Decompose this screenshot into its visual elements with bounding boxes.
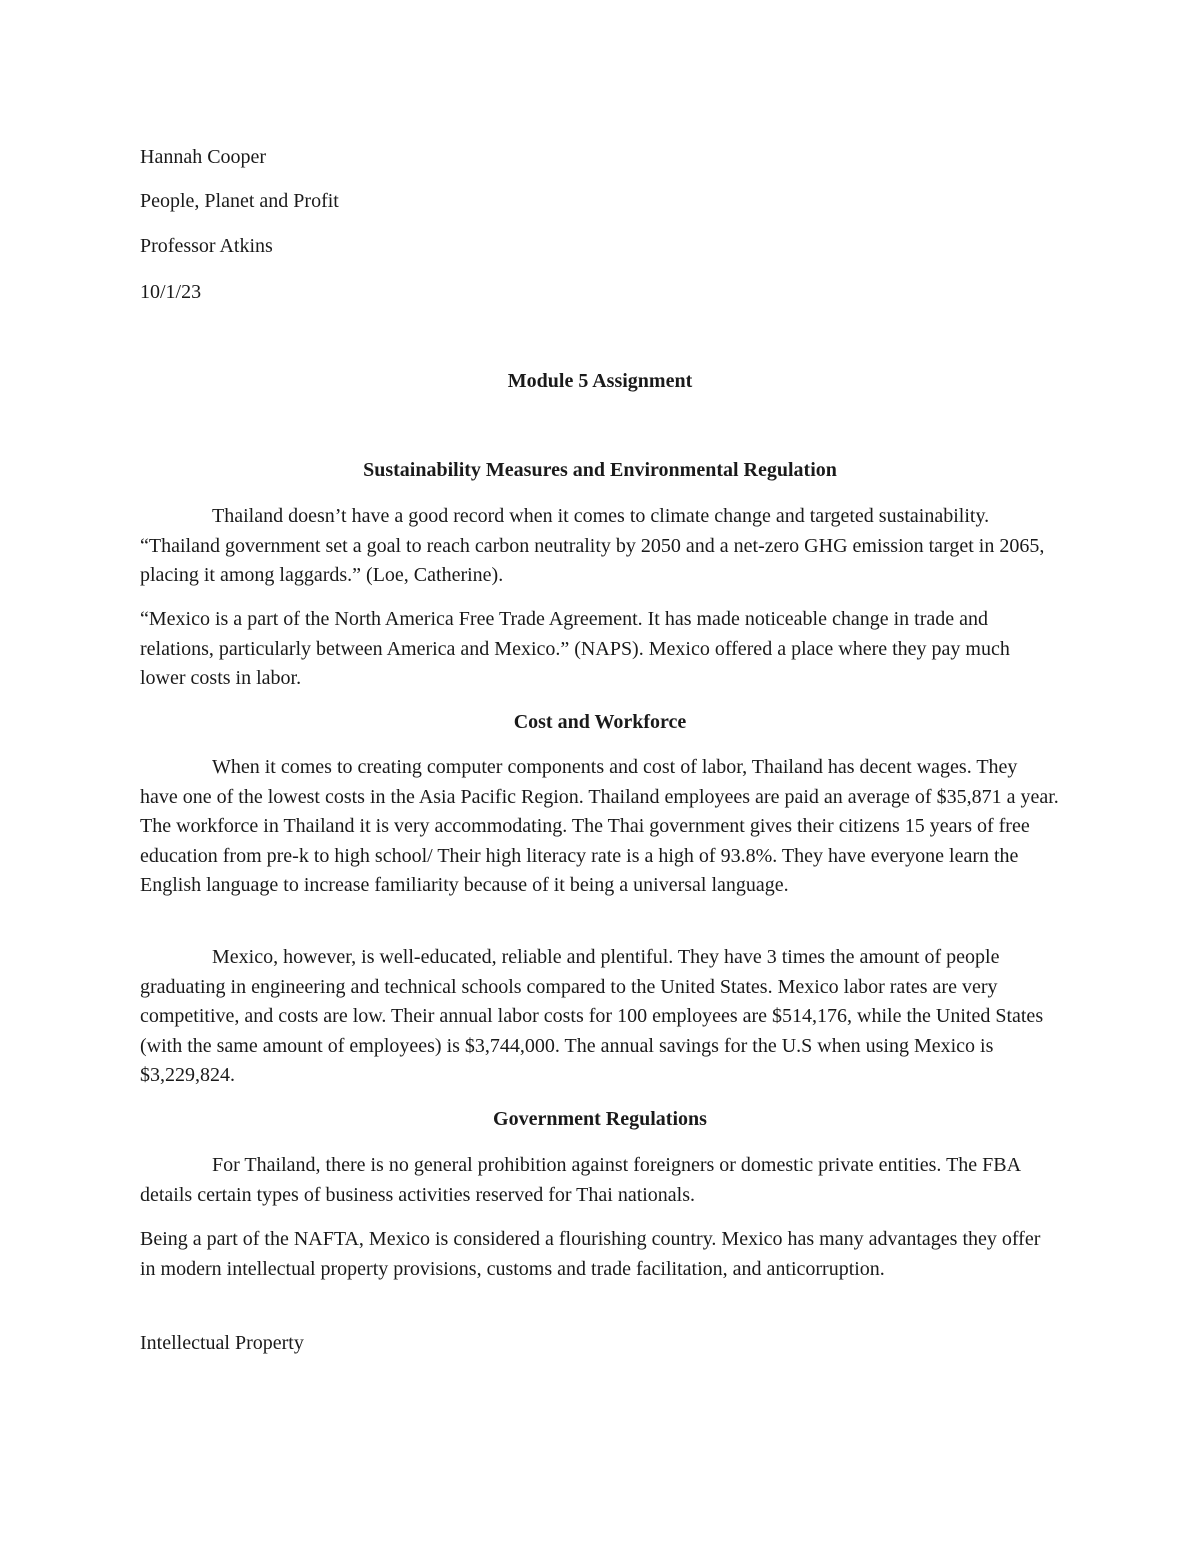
- paragraph-thailand-cost: When it comes to creating computer components and cost of labor, Thailand has decent wages. They have one of the lowest costs in the Asia Pacific Region. Thailand employees are paid an average of $35,871 a year. The workforce in Thailand it is very accommodating. The Thai government gives their citizens 15 years of free education from pre-k to high school/ Their high literacy rate is a high of 93.8%. They have everyone learn the English language to increase familiarity because of it being a universal language.: [140, 756, 1059, 896]
- document-title: Module 5 Assignment: [507, 370, 693, 392]
- paragraph-thailand-government: For Thailand, there is no general prohibition against foreigners or domestic private entities. The FBA details certain types of business activities reserved for Thai nationals.: [140, 1154, 1020, 1206]
- paragraph-mexico-government: Being a part of the NAFTA, Mexico is considered a flourishing country. Mexico has many advantages they offer in modern intellectual property provisions, customs and trade facilitation, and anticorruption.: [140, 1228, 1041, 1280]
- professor-name: Professor Atkins: [140, 235, 273, 257]
- paragraph-mexico-cost: Mexico, however, is well-educated, reliable and plentiful. They have 3 times the amount of people graduating in engineering and technical schools compared to the United States. Mexico labor rates are very competitive, and costs are low. Their annual labor costs for 100 employees are $514,176, while the United States (with the same amount of employees) is $3,744,000. The annual savings for the U.S when using Mexico is $3,229,824.: [140, 946, 1044, 1086]
- course-name: People, Planet and Profit: [140, 190, 339, 212]
- paragraph-mexico-nafta: “Mexico is a part of the North America Free Trade Agreement. It has made noticeable change in trade and relations, particularly between America and Mexico.” (NAPS). Mexico offered a place where they pay much lower costs in labor.: [140, 608, 1010, 689]
- section-heading-government: Government Regulations: [493, 1108, 707, 1130]
- paragraph-thailand-sustainability: Thailand doesn’t have a good record when it comes to climate change and targeted sustainability. “Thailand government set a goal to reach carbon neutrality by 2050 and a net-zero GHG emission target in 2065, placing it among laggards.” (Loe, Catherine).: [140, 505, 1045, 586]
- section-heading-cost: Cost and Workforce: [513, 711, 687, 733]
- paragraph-intellectual-property: Intellectual Property: [140, 1332, 304, 1354]
- author-name: Hannah Cooper: [140, 146, 267, 168]
- section-heading-sustainability: Sustainability Measures and Environmental Regulation: [363, 459, 837, 481]
- document-date: 10/1/23: [140, 281, 202, 303]
